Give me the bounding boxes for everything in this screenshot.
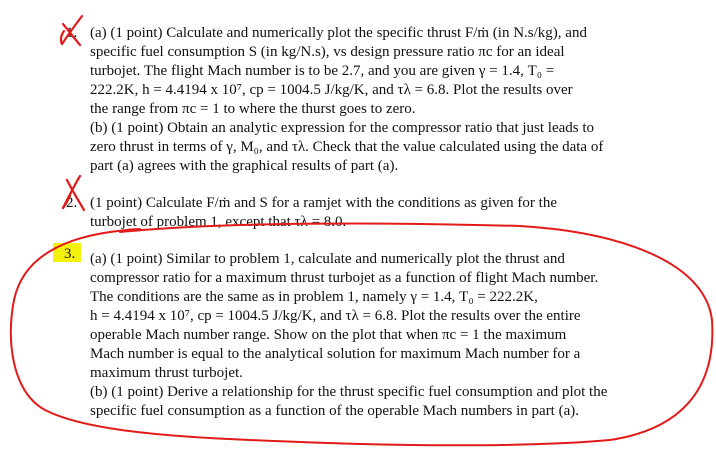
problem-3-line: (b) (1 point) Derive a relationship for the thrust specific fuel consumption and plot the xyxy=(90,384,608,400)
problem-3-line: operable Mach number range. Show on the plot that when πc = 1 the maximum xyxy=(90,327,567,343)
problem-1-line: part (a) agrees with the graphical results of part (a). xyxy=(90,158,399,174)
problem-3-line: The conditions are the same as in problem 1, namely γ = 1.4, T₀ = 222.2K, xyxy=(90,289,538,305)
problem-3-line: h = 4.4194 x 10⁷, cp = 1004.5 J/kg/K, and τλ = 6.8. Plot the results over the entire xyxy=(90,308,581,324)
problem-3-line: compressor ratio for a maximum thrust turbojet as a function of flight Mach number. xyxy=(90,270,599,286)
problem-1-line: the range from πc = 1 to where the thurst goes to zero. xyxy=(90,101,416,117)
problem-1-line: (a) (1 point) Calculate and numerically plot the specific thrust F/ṁ (in N.s/kg), and xyxy=(90,25,587,41)
problem-2-line: (1 point) Calculate F/ṁ and S for a ramjet with the conditions as given for the xyxy=(90,195,557,211)
problem-3-line: (a) (1 point) Similar to problem 1, calculate and numerically plot the thrust and xyxy=(90,251,565,267)
problem-1-line: 222.2K, h = 4.4194 x 10⁷, cp = 1004.5 J/kg/K, and τλ = 6.8. Plot the results over xyxy=(90,82,573,98)
problem-1-line: turbojet. The flight Mach number is to be 2.7, and you are given γ = 1.4, T₀ = xyxy=(90,63,555,79)
problem-1-line: specific fuel consumption S (in kg/N.s), vs design pressure ratio πc for an ideal xyxy=(90,44,565,60)
problem-3-line: Mach number is equal to the analytical solution for maximum Mach number for a xyxy=(90,346,581,362)
problem-1-number: 1. xyxy=(66,25,78,41)
problem-3-line: maximum thrust turbojet. xyxy=(90,365,243,381)
problem-1-line: zero thrust in terms of γ, M₀, and τλ. Check that the value calculated using the data of xyxy=(90,139,604,155)
problem-1-line: (b) (1 point) Obtain an analytic expression for the compressor ratio that just leads to xyxy=(90,120,595,136)
problem-3-line: specific fuel consumption as a function of the operable Mach numbers in part (a). xyxy=(90,403,580,419)
problem-2-number: 2. xyxy=(66,195,78,211)
problem-2-line: turbojet of problem 1, except that τλ = 8.0. xyxy=(90,214,347,230)
problem-3-number: 3. xyxy=(64,246,76,262)
